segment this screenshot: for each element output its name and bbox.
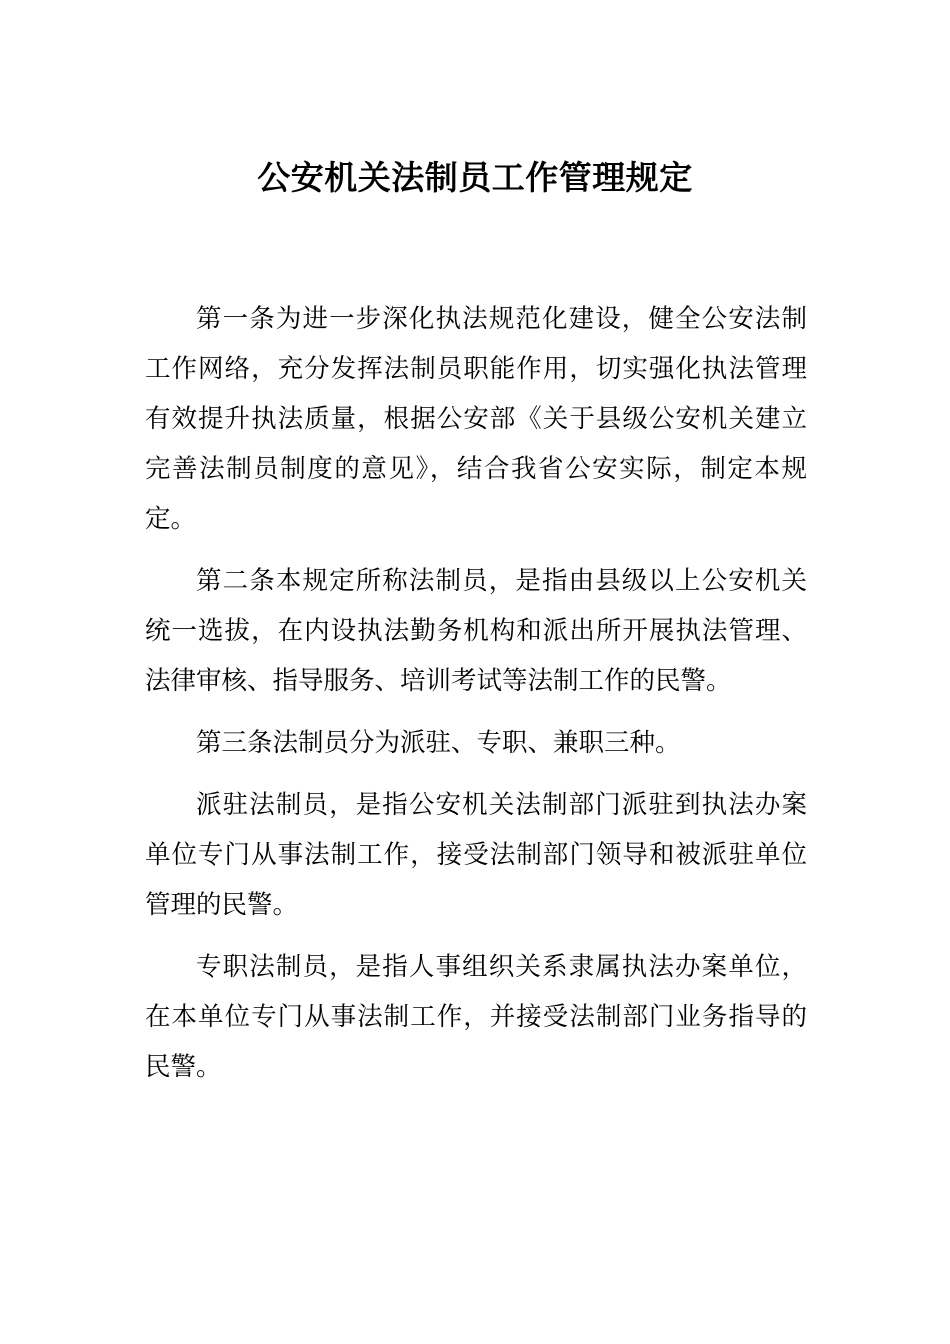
paragraph-dispatched-officer: 派驻法制员，是指公安机关法制部门派驻到执法办案单位专门从事法制工作，接受法制部门领导和被派驻单位管理的民警。 <box>145 790 807 920</box>
paragraph-article-2: 第二条本规定所称法制员，是指由县级以上公安机关统一选拔，在内设执法勤务机构和派出所开展执法管理、法律审核、指导服务、培训考试等法制工作的民警。 <box>145 566 807 696</box>
document-body <box>145 294 807 1104</box>
paragraph-article-3: 第三条法制员分为派驻、专职、兼职三种。 <box>196 728 681 758</box>
paragraph-article-1: 第一条为进一步深化执法规范化建设，健全公安法制工作网络，充分发挥法制员职能作用，切实强化执法管理有效提升执法质量，根据公安部《关于县级公安机关建立完善法制员制度的意见》，结合我省公安实际，制定本规定。 <box>145 304 807 534</box>
paragraph-fulltime-officer: 专职法制员，是指人事组织关系隶属执法办案单位，在本单位专门从事法制工作，并接受法制部门业务指导的民警。 <box>145 952 807 1082</box>
document-title: 公安机关法制员工作管理规定 <box>257 158 693 197</box>
